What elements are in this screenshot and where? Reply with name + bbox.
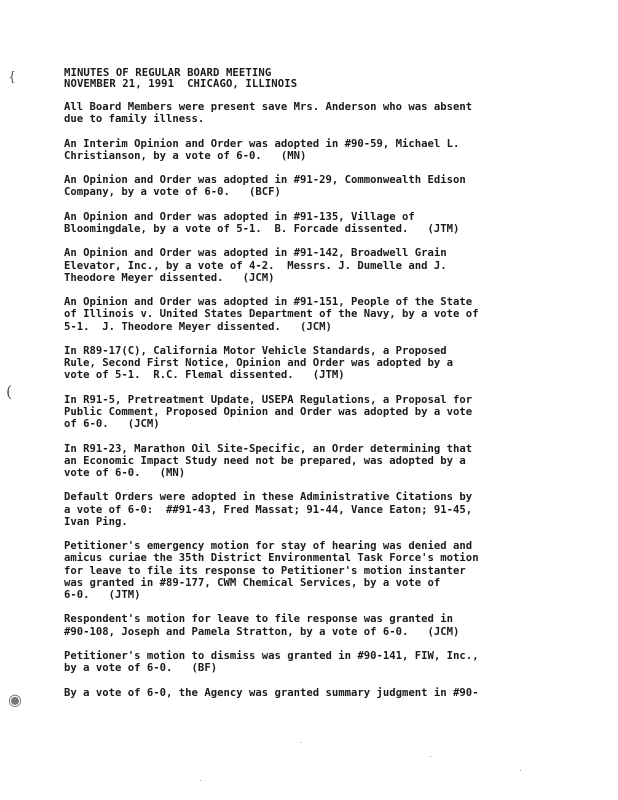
minutes-paragraph: Default Orders were adopted in these Administrative Citations by a vote of 6-0: ##91-43, Fred Massat; 91-44, Vance Eaton; 91-45, Ivan Ping.	[64, 491, 473, 528]
minutes-paragraph: Respondent's motion for leave to file response was granted in #90-108, Joseph and Pamela Stratton, by a vote of 6-0. (JCM)	[64, 613, 460, 638]
minutes-paragraph: An Interim Opinion and Order was adopted in #90-59, Michael L. Christianson, by a vote of 6-0. (MN)	[64, 137, 460, 162]
minutes-paragraph: An Opinion and Order was adopted in #91-29, Commonwealth Edison Company, by a vote of 6-0. (BCF)	[64, 174, 466, 199]
minutes-paragraph: In R89-17(C), California Motor Vehicle Standards, a Proposed Rule, Second First Notice, Opinion and Order was adopted by a vote of 5-1. R.C. Flemal dissented. (JTM)	[64, 344, 454, 382]
meeting-header	[64, 68, 297, 90]
header-title: MINUTES OF REGULAR BOARD MEETING	[64, 67, 272, 79]
minutes-paragraph: Petitioner's motion to dismiss was granted in #90-141, FIW, Inc., by a vote of 6-0. (BF)	[64, 649, 479, 675]
minutes-paragraph: An Opinion and Order was adopted in #91-151, People of the State of Illinois v. United States Department of the Navy, by a vote of 5-1. J. Theodore Meyer dissented. (JCM)	[64, 296, 479, 333]
minutes-paragraph: All Board Members were present save Mrs. Anderson who was absent due to family illness.	[64, 101, 473, 126]
hole-punch-mark: ◉	[8, 690, 22, 709]
minutes-paragraph: An Opinion and Order was adopted in #91-142, Broadwell Grain Elevator, Inc., by a vote of 4-2. Messrs. J. Dumelle and J. Theodore Meyer dissented. (JCM)	[64, 247, 447, 284]
minutes-paragraph: In R91-23, Marathon Oil Site-Specific, an Order determining that an Economic Impact Study need not be prepared, was adopted by a vote of 6-0. (MN)	[64, 442, 473, 479]
minutes-paragraph: An Opinion and Order was adopted in #91-135, Village of Bloomingdale, by a vote of 5-1. B. Forcade dissented. (JTM)	[64, 210, 460, 235]
speck	[430, 756, 431, 757]
speck	[200, 780, 201, 781]
header-date-location: NOVEMBER 21, 1991 CHICAGO, ILLINOIS	[64, 78, 298, 90]
speck	[300, 742, 301, 743]
margin-mark-middle: (	[6, 382, 13, 401]
speck	[520, 770, 521, 771]
minutes-paragraph: By a vote of 6-0, the Agency was granted summary judgment in #90-	[64, 686, 479, 699]
margin-mark-top: {	[8, 70, 17, 85]
minutes-paragraph: In R91-5, Pretreatment Update, USEPA Regulations, a Proposal for Public Comment, Proposed Opinion and Order was adopted by a vote of 6-0. (JCM)	[64, 393, 473, 431]
minutes-paragraph: Petitioner's emergency motion for stay of hearing was denied and amicus curiae the 35th District Environmental Task Force's motion for leave to file its response to Petitioner's motion instanter was granted in #89-177, CWM Chemical Services, by a vote of 6-0. (JTM)	[64, 540, 479, 601]
minutes-body	[64, 101, 564, 711]
